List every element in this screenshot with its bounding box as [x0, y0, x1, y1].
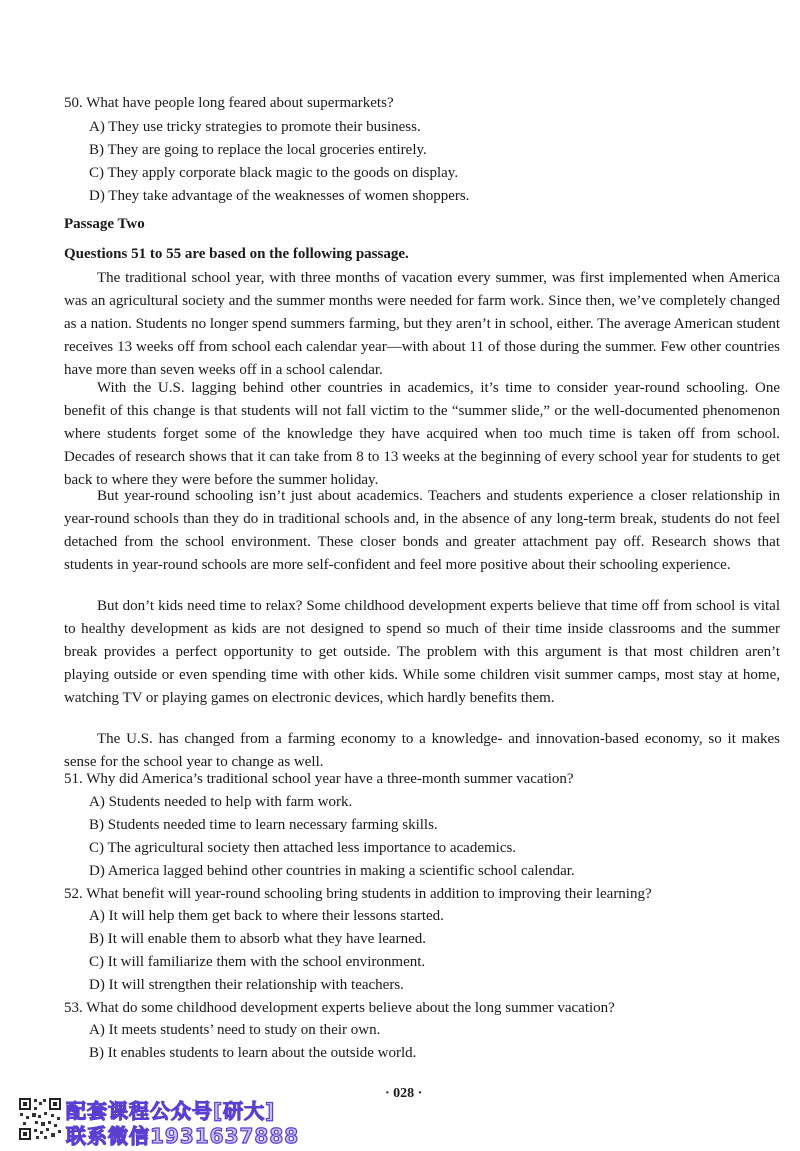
question-52: 52. What benefit will year-round schooling bring students in addition to improving their learning? — [64, 886, 652, 902]
q53-option-a: A) It meets students’ need to study on their own. — [89, 1022, 381, 1038]
q50-option-d: D) They take advantage of the weaknesses of women shoppers. — [89, 188, 470, 204]
passage-paragraph-5: The U.S. has changed from a farming economy to a knowledge- and innovation-based economy, so it makes sense for the school year to change as well. — [64, 731, 780, 770]
watermark-line-1: 配套课程公众号[研大] — [66, 1099, 276, 1123]
q52-option-d: D) It will strengthen their relationship with teachers. — [89, 977, 404, 993]
passage-paragraph-3: But year-round schooling isn’t just about academics. Teachers and students experience a closer relationship in year-round schools than they do in traditional schools and, in the absence of any long-term break, students do not feel detached from the school environment. These closer bonds and greater attachment pay off. Research shows that students in year-round schools are more self-confident and feel more positive about their schooling experience. — [64, 488, 780, 573]
watermark-line-2: 联系微信1931637888 — [66, 1124, 300, 1148]
qr-code-icon — [18, 1097, 62, 1141]
question-51: 51. Why did America’s traditional school year have a three-month summer vacation? — [64, 771, 574, 787]
passage-paragraph-4: But don’t kids need time to relax? Some childhood development experts believe that time off from school is vital to healthy development as kids are not designed to spend so much of their time inside classrooms and the summer break provides a perfect opportunity to get outside. The problem with this argument is that most children aren’t playing outside or even spending time with other kids. While some children visit summer camps, most stay at home, watching TV or playing games on electronic devices, which hardly benefits them. — [64, 598, 780, 706]
q51-option-a: A) Students needed to help with farm work. — [89, 794, 353, 810]
q52-option-c: C) It will familiarize them with the school environment. — [89, 954, 426, 970]
passage-paragraph-1: The traditional school year, with three months of vacation every summer, was first implemented when America was an agricultural society and the summer months were needed for farm work. Since then, we’ve completely changed as a nation. Students no longer spend summers farming, but they aren’t in school, either. The average American student receives 13 weeks off from school each calendar year—with about 11 of those during the summer. Few other countries have more than seven weeks off in a school calendar. — [64, 270, 780, 378]
page-number: · 028 · — [385, 1086, 423, 1101]
q51-option-c: C) The agricultural society then attached less importance to academics. — [89, 840, 517, 856]
question-50: 50. What have people long feared about supermarkets? — [64, 95, 394, 111]
q50-option-a: A) They use tricky strategies to promote their business. — [89, 119, 421, 135]
passage-instruction: Questions 51 to 55 are based on the following passage. — [64, 246, 409, 262]
passage-paragraph-2: With the U.S. lagging behind other countries in academics, it’s time to consider year-round schooling. One benefit of this change is that students will not fall victim to the “summer slide,” or the well-documented phenomenon where students forget some of the knowledge they have acquired when too much time is taken off from school. Decades of research shows that it can take from 8 to 13 weeks at the beginning of every school year for students to get back to where they were before the summer holiday. — [64, 380, 780, 488]
q52-option-a: A) It will help them get back to where their lessons started. — [89, 908, 444, 924]
question-53: 53. What do some childhood development experts believe about the long summer vacation? — [64, 1000, 615, 1016]
q50-option-c: C) They apply corporate black magic to the goods on display. — [89, 165, 459, 181]
q50-option-b: B) They are going to replace the local groceries entirely. — [89, 142, 427, 158]
passage-title: Passage Two — [64, 216, 145, 232]
q52-option-b: B) It will enable them to absorb what they have learned. — [89, 931, 426, 947]
q53-option-b: B) It enables students to learn about the outside world. — [89, 1045, 417, 1061]
q51-option-d: D) America lagged behind other countries in making a scientific school calendar. — [89, 863, 575, 879]
q51-option-b: B) Students needed time to learn necessary farming skills. — [89, 817, 438, 833]
